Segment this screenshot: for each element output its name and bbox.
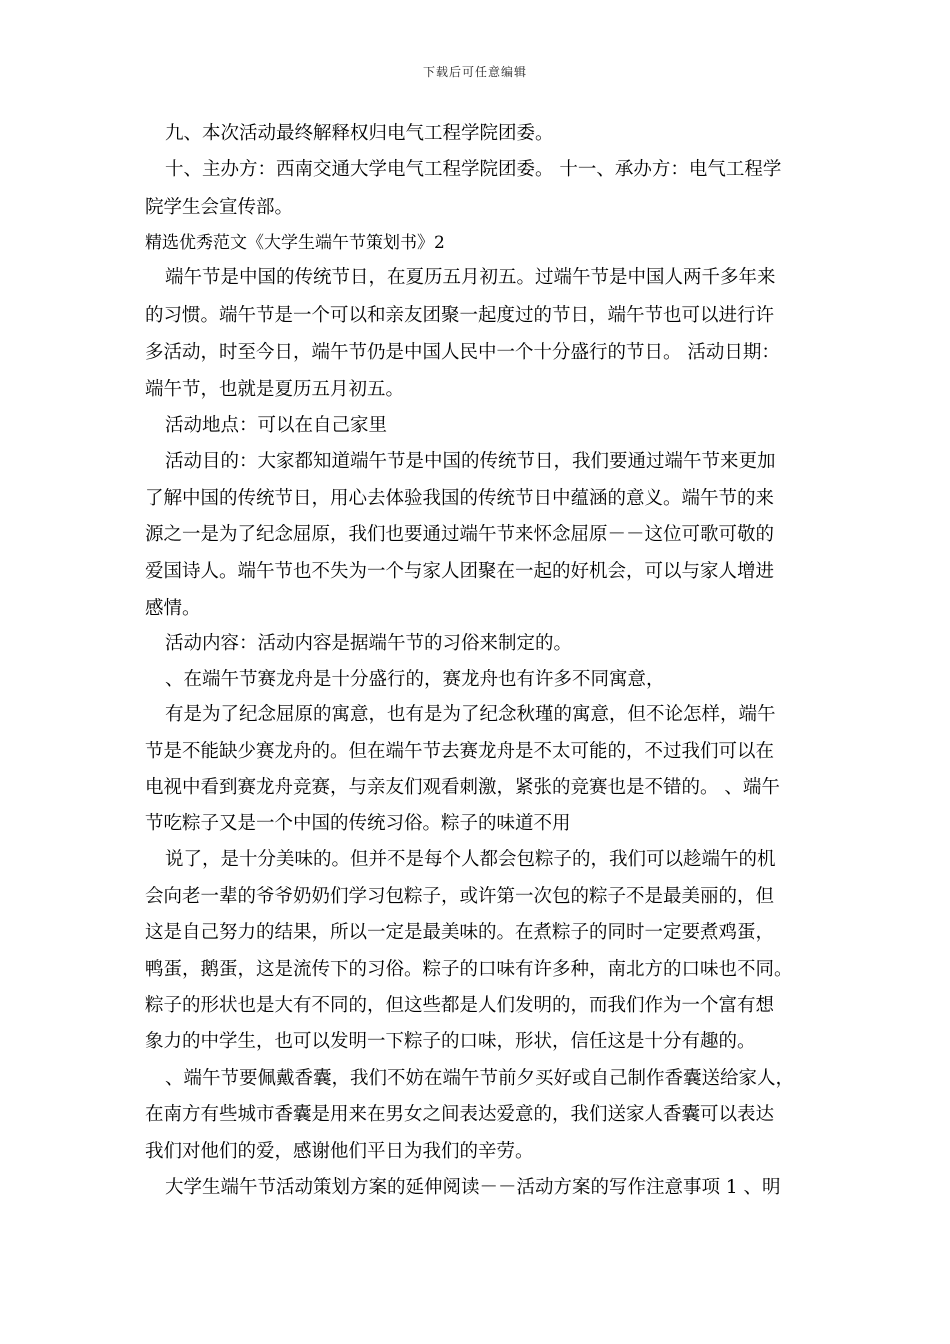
text-line: 鸭蛋，鹅蛋，这是流传下的习俗。粽子的口味有许多种，南北方的口味也不同。 bbox=[145, 959, 793, 980]
text-line: 节是不能缺少赛龙舟的。但在端午节去赛龙舟是不太可能的，不过我们可以在 bbox=[145, 741, 775, 762]
text-line: 感情。 bbox=[145, 598, 201, 619]
text-line: 十、主办方：西南交通大学电气工程学院团委。 十一、承办方：电气工程学 bbox=[165, 159, 782, 180]
text-line: 、在端午节赛龙舟是十分盛行的，赛龙舟也有许多不同寓意， bbox=[165, 669, 665, 690]
text-line: 了解中国的传统节日，用心去体验我国的传统节日中蕴涵的意义。端午节的来 bbox=[145, 488, 775, 509]
text-line: 说了，是十分美味的。但并不是每个人都会包粽子的，我们可以趁端午的机 bbox=[165, 849, 776, 870]
text-line: 多活动，时至今日，端午节仍是中国人民中一个十分盛行的节日。 活动日期： bbox=[145, 342, 780, 363]
text-line: 九、本次活动最终解释权归电气工程学院团委。 bbox=[165, 123, 554, 144]
text-line: 端午节是中国的传统节日，在夏历五月初五。过端午节是中国人两千多年来 bbox=[165, 267, 776, 288]
text-line: 我们对他们的爱，感谢他们平日为我们的辛劳。 bbox=[145, 1141, 534, 1162]
text-line: 端午节，也就是夏历五月初五。 bbox=[145, 379, 405, 400]
text-line: 象力的中学生，也可以发明一下粽子的口味，形状，信任这是十分有趣的。 bbox=[145, 1031, 756, 1052]
page-header: 下载后可任意编辑 bbox=[422, 65, 527, 79]
text-line: 粽子的形状也是大有不同的，但这些都是人们发明的，而我们作为一个富有想 bbox=[145, 995, 775, 1016]
text-line: 的习惯。端午节是一个可以和亲友团聚一起度过的节日，端午节也可以进行许 bbox=[145, 305, 775, 326]
text-line: 、端午节要佩戴香囊，我们不妨在端午节前夕买好或自己制作香囊送给家人， bbox=[165, 1068, 795, 1089]
text-line: 院学生会宣传部。 bbox=[145, 197, 294, 218]
text-line: 活动地点：可以在自己家里 bbox=[165, 415, 388, 436]
text-line: 爱国诗人。端午节也不失为一个与家人团聚在一起的好机会，可以与家人增进 bbox=[145, 561, 775, 582]
text-line: 活动目的：大家都知道端午节是中国的传统节日，我们要通过端午节来更加 bbox=[165, 451, 776, 472]
text-line: 节吃粽子又是一个中国的传统习俗。粽子的味道不用 bbox=[145, 813, 571, 834]
text-line: 源之一是为了纪念屈原，我们也要通过端午节来怀念屈原－－这位可歌可敬的 bbox=[145, 524, 775, 545]
text-line: 会向老一辈的爷爷奶奶们学习包粽子，或许第一次包的粽子不是最美丽的，但 bbox=[145, 886, 775, 907]
text-line: 大学生端午节活动策划方案的延伸阅读－－活动方案的写作注意事项 1 、明 bbox=[165, 1177, 781, 1198]
text-line: 在南方有些城市香囊是用来在男女之间表达爱意的，我们送家人香囊可以表达 bbox=[145, 1104, 775, 1125]
text-line: 活动内容：活动内容是据端午节的习俗来制定的。 bbox=[165, 633, 573, 654]
text-line: 这是自己努力的结果，所以一定是最美味的。在煮粽子的同时一定要煮鸡蛋， bbox=[145, 922, 775, 943]
text-line: 有是为了纪念屈原的寓意，也有是为了纪念秋瑾的寓意，但不论怎样，端午 bbox=[165, 704, 776, 725]
section-heading: 精选优秀范文《大学生端午节策划书》2 bbox=[145, 233, 445, 253]
text-line: 电视中看到赛龙舟竞赛，与亲友们观看刺激，紧张的竞赛也是不错的。 、端午 bbox=[145, 777, 780, 798]
